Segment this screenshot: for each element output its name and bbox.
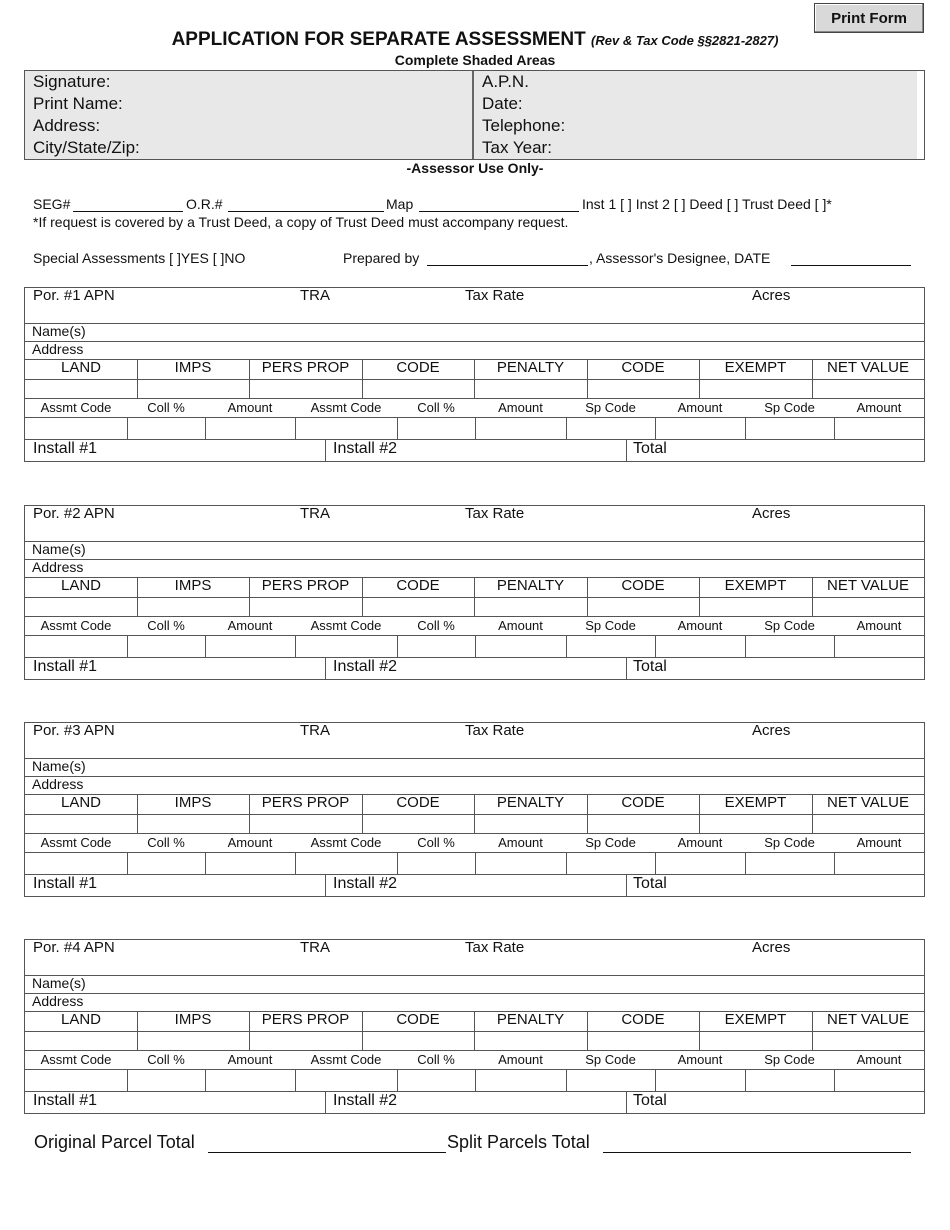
assessment-input-cell[interactable]	[205, 418, 295, 439]
apn-field[interactable]	[474, 71, 917, 93]
assessment-header-cell: Coll %	[417, 1052, 455, 1067]
trust-deed-note: *If request is covered by a Trust Deed, a copy of Trust Deed must accompany request.	[33, 214, 569, 230]
assessment-header-cell: Assmt Code	[310, 400, 382, 415]
divider	[25, 341, 924, 342]
assessment-input-cell[interactable]	[745, 636, 834, 657]
portion-block	[24, 939, 925, 1114]
apn-label: A.P.N.	[482, 72, 529, 91]
assessment-input-cell[interactable]	[127, 418, 205, 439]
address-label: Address:	[33, 116, 101, 135]
portion-apn-label: Por. #3 APN	[33, 722, 115, 739]
assessment-header-cell: Assmt Code	[40, 618, 112, 633]
divider	[25, 616, 924, 617]
value-input-cell[interactable]	[362, 598, 474, 616]
value-input-cell[interactable]	[474, 1032, 587, 1050]
seg-label: SEG#	[33, 196, 71, 212]
assessment-header-cell: Amount	[856, 1052, 902, 1067]
total-label: Total	[633, 1092, 667, 1109]
portion-address-label: Address	[32, 993, 84, 1009]
divider	[25, 323, 924, 324]
tax-year-label: Tax Year:	[482, 138, 552, 157]
value-input-cell[interactable]	[812, 380, 924, 398]
assessment-input-cell[interactable]	[295, 636, 397, 657]
form-subtitle: Complete Shaded Areas	[394, 52, 556, 68]
assessment-input-cell[interactable]	[655, 418, 745, 439]
print-name-label: Print Name:	[33, 94, 123, 113]
portion-tra-label: TRA	[300, 287, 330, 304]
value-header-cell: CODE	[396, 1011, 440, 1028]
or-label: O.R.#	[186, 196, 223, 212]
divider	[25, 874, 924, 875]
assessment-input-cell[interactable]	[566, 853, 655, 874]
divider	[25, 852, 924, 853]
assessment-input-cell[interactable]	[834, 418, 924, 439]
assessment-header-cell: Sp Code	[764, 1052, 815, 1067]
value-input-cell[interactable]	[474, 380, 587, 398]
assessment-header-cell: Amount	[677, 1052, 723, 1067]
assessment-input-cell[interactable]	[655, 636, 745, 657]
value-input-cell[interactable]	[699, 1032, 812, 1050]
value-input-cell[interactable]	[25, 598, 137, 616]
divider	[25, 635, 924, 636]
divider	[25, 417, 924, 418]
divider	[25, 657, 924, 658]
value-header-cell: CODE	[396, 359, 440, 376]
value-input-cell[interactable]	[587, 1032, 699, 1050]
value-header-cell: NET VALUE	[827, 794, 909, 811]
assessment-header-cell: Sp Code	[585, 400, 636, 415]
portion-names-label: Name(s)	[32, 975, 86, 991]
value-input-cell[interactable]	[587, 380, 699, 398]
install-1-label: Install #1	[33, 658, 98, 675]
value-header-cell: LAND	[60, 794, 101, 811]
assessment-input-cell[interactable]	[295, 418, 397, 439]
value-header-cell: IMPS	[174, 359, 212, 376]
assessment-header-cell: Assmt Code	[40, 1052, 112, 1067]
assessment-input-cell[interactable]	[745, 418, 834, 439]
portion-names-label: Name(s)	[32, 541, 86, 557]
divider	[25, 398, 924, 399]
divider	[626, 1091, 627, 1113]
assessment-header-cell: Coll %	[147, 1052, 185, 1067]
print-form-button[interactable]: Print Form	[814, 3, 924, 33]
assessment-input-cell[interactable]	[295, 1070, 397, 1091]
assessment-header-cell: Coll %	[417, 618, 455, 633]
assessment-header-cell: Amount	[227, 400, 273, 415]
assessment-input-cell[interactable]	[834, 853, 924, 874]
assessment-input-cell[interactable]	[745, 1070, 834, 1091]
value-header-cell: PENALTY	[496, 1011, 565, 1028]
portion-tax-rate-label: Tax Rate	[465, 505, 525, 522]
prepared-by-label: Prepared by	[343, 250, 420, 266]
map-input-line[interactable]	[419, 211, 579, 212]
assessment-input-cell[interactable]	[834, 1070, 924, 1091]
assessment-input-cell[interactable]	[295, 853, 397, 874]
value-header-cell: NET VALUE	[827, 359, 909, 376]
portion-names-label: Name(s)	[32, 758, 86, 774]
assessment-header-cell: Amount	[856, 618, 902, 633]
portion-acres-label: Acres	[752, 722, 791, 739]
portion-apn-label: Por. #4 APN	[33, 939, 115, 956]
value-header-cell: LAND	[60, 1011, 101, 1028]
seg-input-line[interactable]	[73, 211, 183, 212]
divider	[325, 439, 326, 461]
assessment-header-cell: Amount	[856, 835, 902, 850]
value-input-cell[interactable]	[362, 815, 474, 833]
value-input-cell[interactable]	[812, 815, 924, 833]
divider	[25, 1091, 924, 1092]
value-input-cell[interactable]	[587, 815, 699, 833]
divider	[25, 559, 924, 560]
value-header-cell: NET VALUE	[827, 1011, 909, 1028]
divider	[325, 657, 326, 679]
city-state-zip-label: City/State/Zip:	[33, 138, 140, 157]
divider	[25, 833, 924, 834]
value-input-cell[interactable]	[812, 1032, 924, 1050]
applicant-section	[24, 70, 925, 160]
assessment-input-cell[interactable]	[566, 636, 655, 657]
portion-address-label: Address	[32, 559, 84, 575]
assessment-header-cell: Amount	[498, 1052, 543, 1067]
telephone-label: Telephone:	[482, 116, 566, 135]
assessment-input-cell[interactable]	[475, 636, 566, 657]
assessment-input-cell[interactable]	[205, 636, 295, 657]
divider	[25, 776, 924, 777]
assessment-header-cell: Coll %	[417, 835, 455, 850]
portion-tax-rate-label: Tax Rate	[465, 287, 525, 304]
portion-apn-label: Por. #2 APN	[33, 505, 115, 522]
divider	[25, 1031, 924, 1032]
designee-date-label: , Assessor's Designee, DATE	[589, 250, 771, 266]
value-header-cell: NET VALUE	[827, 577, 909, 594]
assessment-header-cell: Amount	[677, 835, 723, 850]
value-input-cell[interactable]	[249, 598, 362, 616]
designee-date-input-line[interactable]	[791, 265, 911, 266]
value-header-cell: IMPS	[174, 794, 212, 811]
value-input-cell[interactable]	[812, 598, 924, 616]
assessment-header-cell: Sp Code	[764, 400, 815, 415]
assessment-input-cell[interactable]	[25, 418, 127, 439]
value-input-cell[interactable]	[362, 1032, 474, 1050]
portion-tra-label: TRA	[300, 722, 330, 739]
assessment-input-cell[interactable]	[475, 1070, 566, 1091]
value-header-cell: EXEMPT	[724, 1011, 787, 1028]
form-title-reference: (Rev & Tax Code §§2821-2827)	[591, 33, 779, 48]
value-header-cell: CODE	[621, 794, 665, 811]
value-header-cell: PENALTY	[496, 359, 565, 376]
value-header-cell: IMPS	[174, 577, 212, 594]
assessment-header-cell: Amount	[227, 618, 273, 633]
assessment-header-cell: Sp Code	[585, 835, 636, 850]
install-2-label: Install #2	[333, 875, 398, 892]
install-2-label: Install #2	[333, 1092, 398, 1109]
divider	[25, 379, 924, 380]
assessment-header-cell: Coll %	[147, 835, 185, 850]
value-input-cell[interactable]	[249, 815, 362, 833]
assessment-input-cell[interactable]	[397, 418, 475, 439]
assessment-input-cell[interactable]	[475, 418, 566, 439]
portion-address-label: Address	[32, 776, 84, 792]
value-header-cell: EXEMPT	[724, 794, 787, 811]
value-input-cell[interactable]	[25, 1032, 137, 1050]
divider	[25, 758, 924, 759]
assessment-header-cell: Assmt Code	[310, 835, 382, 850]
divider	[25, 993, 924, 994]
assessment-header-cell: Sp Code	[764, 618, 815, 633]
portion-address-label: Address	[32, 341, 84, 357]
divider	[25, 975, 924, 976]
divider	[626, 657, 627, 679]
value-input-cell[interactable]	[474, 815, 587, 833]
instrument-options[interactable]: Inst 1 [ ] Inst 2 [ ] Deed [ ] Trust Deed [ ]*	[582, 196, 832, 212]
divider	[25, 541, 924, 542]
install-1-label: Install #1	[33, 440, 98, 457]
value-header-cell: IMPS	[174, 1011, 212, 1028]
portion-names-label: Name(s)	[32, 323, 86, 339]
assessment-input-cell[interactable]	[745, 853, 834, 874]
assessment-header-cell: Amount	[498, 400, 543, 415]
portion-block	[24, 505, 925, 680]
value-header-cell: CODE	[621, 1011, 665, 1028]
assessment-header-cell: Amount	[856, 400, 902, 415]
assessment-input-cell[interactable]	[25, 853, 127, 874]
signature-field[interactable]	[25, 71, 472, 93]
assessment-input-cell[interactable]	[127, 1070, 205, 1091]
portion-block	[24, 287, 925, 462]
total-label: Total	[633, 875, 667, 892]
value-header-cell: CODE	[621, 359, 665, 376]
value-input-cell[interactable]	[137, 380, 249, 398]
map-label: Map	[386, 196, 414, 212]
value-input-cell[interactable]	[137, 598, 249, 616]
assessment-header-cell: Amount	[498, 835, 543, 850]
telephone-field[interactable]	[474, 115, 917, 137]
divider	[25, 1050, 924, 1051]
value-header-cell: PENALTY	[496, 794, 565, 811]
assessment-header-cell: Amount	[227, 1052, 273, 1067]
assessment-input-cell[interactable]	[655, 853, 745, 874]
assessment-header-cell: Sp Code	[585, 618, 636, 633]
assessment-input-cell[interactable]	[397, 1070, 475, 1091]
tax-year-field[interactable]	[474, 137, 917, 159]
value-input-cell[interactable]	[137, 1032, 249, 1050]
divider	[325, 1091, 326, 1113]
address-field[interactable]	[25, 115, 472, 137]
assessment-header-cell: Sp Code	[585, 1052, 636, 1067]
assessment-header-cell: Sp Code	[764, 835, 815, 850]
assessment-input-cell[interactable]	[834, 636, 924, 657]
assessment-header-cell: Assmt Code	[40, 400, 112, 415]
assessment-input-cell[interactable]	[566, 418, 655, 439]
original-parcel-total-label: Original Parcel Total	[34, 1132, 195, 1152]
value-header-cell: PENALTY	[496, 577, 565, 594]
value-header-cell: CODE	[621, 577, 665, 594]
assessment-input-cell[interactable]	[127, 853, 205, 874]
portion-block	[24, 722, 925, 897]
form-title	[0, 29, 950, 51]
assessment-input-cell[interactable]	[475, 853, 566, 874]
value-header-cell: LAND	[60, 359, 101, 376]
install-1-label: Install #1	[33, 1092, 98, 1109]
assessment-input-cell[interactable]	[25, 636, 127, 657]
value-header-cell: PERS PROP	[261, 359, 350, 376]
form-title-text: APPLICATION FOR SEPARATE ASSESSMENT	[171, 29, 586, 50]
divider	[25, 1069, 924, 1070]
assessment-header-cell: Amount	[498, 618, 543, 633]
value-input-cell[interactable]	[137, 815, 249, 833]
value-input-cell[interactable]	[699, 380, 812, 398]
assessment-header-cell: Amount	[677, 618, 723, 633]
value-header-cell: EXEMPT	[724, 577, 787, 594]
portion-tax-rate-label: Tax Rate	[465, 939, 525, 956]
date-label: Date:	[482, 94, 523, 113]
value-header-cell: CODE	[396, 577, 440, 594]
value-header-cell: EXEMPT	[724, 359, 787, 376]
total-label: Total	[633, 658, 667, 675]
value-input-cell[interactable]	[362, 380, 474, 398]
portion-tra-label: TRA	[300, 939, 330, 956]
value-input-cell[interactable]	[699, 815, 812, 833]
assessment-header-cell: Assmt Code	[310, 618, 382, 633]
value-input-cell[interactable]	[25, 380, 137, 398]
prepared-by-input-line[interactable]	[427, 265, 588, 266]
divider	[25, 597, 924, 598]
total-label: Total	[633, 440, 667, 457]
assessment-header-cell: Assmt Code	[40, 835, 112, 850]
assessment-input-cell[interactable]	[25, 1070, 127, 1091]
install-1-label: Install #1	[33, 875, 98, 892]
portion-acres-label: Acres	[752, 939, 791, 956]
split-parcels-total-line[interactable]	[603, 1152, 911, 1153]
value-header-cell: LAND	[60, 577, 101, 594]
split-parcels-total-label: Split Parcels Total	[447, 1132, 590, 1152]
assessment-header-cell: Assmt Code	[310, 1052, 382, 1067]
assessment-header-cell: Coll %	[147, 400, 185, 415]
portion-tra-label: TRA	[300, 505, 330, 522]
portion-apn-label: Por. #1 APN	[33, 287, 115, 304]
assessment-header-cell: Amount	[677, 400, 723, 415]
assessment-header-cell: Amount	[227, 835, 273, 850]
value-input-cell[interactable]	[249, 380, 362, 398]
assessment-input-cell[interactable]	[397, 853, 475, 874]
assessor-use-heading: -Assessor Use Only-	[406, 160, 544, 176]
value-input-cell[interactable]	[25, 815, 137, 833]
column-divider	[472, 71, 474, 159]
signature-label: Signature:	[33, 72, 111, 91]
divider	[25, 439, 924, 440]
divider	[626, 874, 627, 896]
print-name-field[interactable]	[25, 93, 472, 115]
divider	[626, 439, 627, 461]
value-input-cell[interactable]	[249, 1032, 362, 1050]
city-state-zip-field[interactable]	[25, 137, 472, 159]
value-input-cell[interactable]	[587, 598, 699, 616]
assessment-input-cell[interactable]	[205, 1070, 295, 1091]
install-2-label: Install #2	[333, 440, 398, 457]
original-parcel-total-line[interactable]	[208, 1152, 446, 1153]
assessment-header-cell: Coll %	[147, 618, 185, 633]
date-field[interactable]	[474, 93, 917, 115]
value-input-cell[interactable]	[699, 598, 812, 616]
assessment-input-cell[interactable]	[397, 636, 475, 657]
value-input-cell[interactable]	[474, 598, 587, 616]
portion-acres-label: Acres	[752, 287, 791, 304]
portion-acres-label: Acres	[752, 505, 791, 522]
portion-tax-rate-label: Tax Rate	[465, 722, 525, 739]
divider	[325, 874, 326, 896]
assessment-input-cell[interactable]	[127, 636, 205, 657]
assessment-input-cell[interactable]	[655, 1070, 745, 1091]
value-header-cell: PERS PROP	[261, 1011, 350, 1028]
divider	[25, 814, 924, 815]
assessment-input-cell[interactable]	[205, 853, 295, 874]
or-input-line[interactable]	[228, 211, 384, 212]
value-header-cell: PERS PROP	[261, 794, 350, 811]
assessment-input-cell[interactable]	[566, 1070, 655, 1091]
assessment-header-cell: Coll %	[417, 400, 455, 415]
special-assessments-option[interactable]: Special Assessments [ ]YES [ ]NO	[33, 250, 246, 266]
install-2-label: Install #2	[333, 658, 398, 675]
value-header-cell: CODE	[396, 794, 440, 811]
value-header-cell: PERS PROP	[261, 577, 350, 594]
